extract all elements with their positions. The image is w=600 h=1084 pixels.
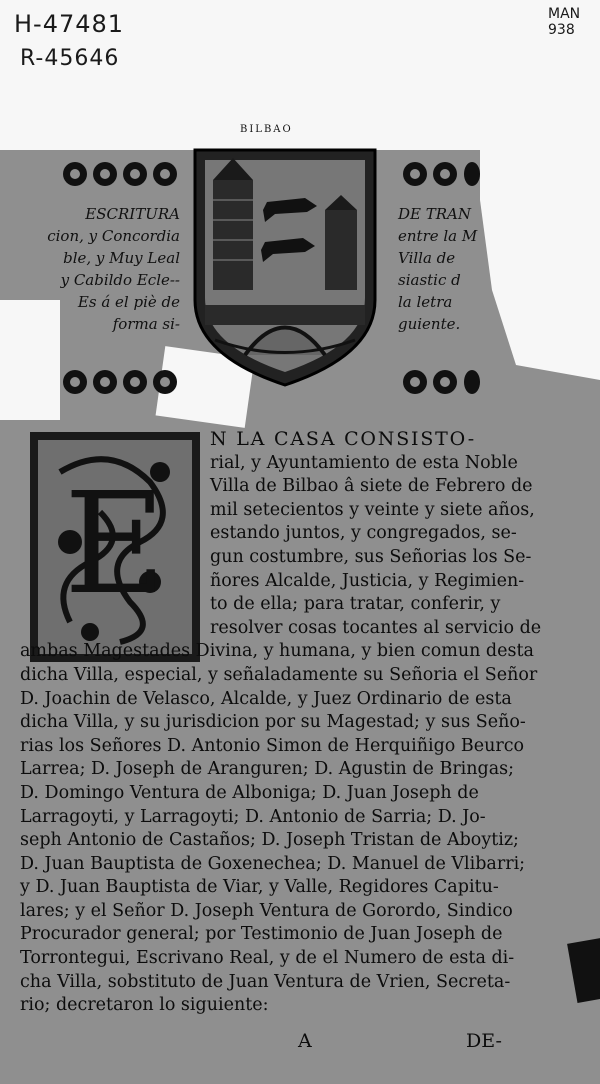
body-line: D. Juan Bauptista de Goxenechea; D. Manuel de Vlibarri; [20,853,526,874]
header-left-line: y Cabildo Ecle-- [60,271,180,289]
body-line: N LA CASA CONSISTO- [210,428,476,450]
body-line: D. Joachin de Velasco, Alcalde, y Juez Ordinario de esta [20,688,512,709]
signature-mark: A [298,1030,312,1052]
body-line: dicha Villa, y su jurisdicion por su Magestad; y sus Seño- [20,712,526,733]
catchword: DE- [466,1030,502,1052]
header-right-line: la letra [398,293,453,311]
header-left-line: cion, y Concordia [47,227,180,245]
coat-of-arms-icon [185,140,385,390]
body-line: cha Villa, sobstituto de Juan Ventura de Vrien, Secreta- [20,971,511,992]
body-line: D. Domingo Ventura de Alboniga; D. Juan Joseph de [20,782,479,803]
body-line: rial, y Ayuntamiento de esta Noble [210,452,518,473]
body-line: y D. Juan Bauptista de Viar, y Valle, Regidores Capitu- [20,877,499,898]
manuscript-id-line1: H-47481 [14,10,125,38]
header-right-line: entre la M [398,227,478,245]
ornament-strip-right-top [400,158,480,190]
body-line: estando juntos, y congregados, se- [210,523,517,544]
shelf-mark-line2: 938 [548,22,575,38]
header-right-line: DE TRAN [398,205,472,223]
header-left-line: ESCRITURA [85,205,180,223]
body-line: dicha Villa, especial, y señaladamente su Señoria el Señor [20,664,538,685]
header-left-line: Es á el piè de [77,293,180,311]
city-label: BILBAO [240,124,293,135]
body-line: Larrea; D. Joseph de Aranguren; D. Agustin de Bringas; [20,759,515,780]
body-line: mil setecientos y veinte y siete años, [210,499,535,520]
body-line: Torrontegui, Escrivano Real, y de el Numero de esta di- [20,948,515,969]
body-text [20,428,540,1018]
body-line: lares; y el Señor D. Joseph Ventura de Gorordo, Sindico [20,900,513,921]
header-right-line: guiente. [398,315,461,333]
header-right-label [398,203,498,335]
body-line: resolver cosas tocantes al servicio de [210,617,542,638]
header-left-line: ble, y Muy Leal [63,249,180,267]
drop-cap-letter: E [63,463,167,626]
header-right-line: siastic d [398,271,461,289]
manuscript-id-line2: R-45646 [20,46,120,71]
ornament-strip-left-bottom [60,366,180,398]
ornament-strip-right-bottom [400,366,480,398]
body-line: seph Antonio de Castaños; D. Joseph Tristan de Aboytiz; [20,830,519,851]
body-line: ñores Alcalde, Justicia, y Regimien- [210,570,525,591]
body-line: gun costumbre, sus Señorias los Se- [210,546,532,567]
body-line: rias los Señores D. Antonio Simon de Herquiñigo Beurco [20,735,525,756]
body-line: ambas Magestades Divina, y humana, y bien comun desta [20,641,534,662]
body-line: Larragoyti, y Larragoyti; D. Antonio de Sarria; D. Jo- [20,806,486,827]
paper-patch-right [480,80,600,380]
ornament-strip-left-top [60,158,180,190]
dark-tear-right [567,937,600,1003]
header-left-label [24,203,180,335]
body-line: rio; decretaron lo siguiente: [20,995,269,1016]
body-line: Villa de Bilbao â siete de Febrero de [210,476,533,497]
header-right-line: Villa de [398,249,456,267]
shelf-mark-line1: MAN [548,6,581,22]
body-line: Procurador general; por Testimonio de Juan Joseph de [20,924,503,945]
body-line: to de ella; para tratar, conferir, y [210,594,501,615]
header-left-line: forma si- [112,315,180,333]
